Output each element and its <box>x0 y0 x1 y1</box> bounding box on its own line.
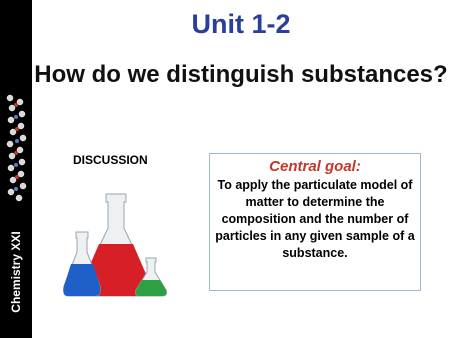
slide-title: Unit 1-2 <box>191 9 291 39</box>
discussion-label: DISCUSSION <box>73 153 148 167</box>
sidebar-label: Chemistry XXI <box>9 231 23 313</box>
sidebar <box>0 0 32 338</box>
slide-question: How do we distinguish substances? <box>34 61 448 88</box>
laboratory-flasks-icon <box>62 192 170 300</box>
central-goal-text: To apply the particulate model of matter to determine the composition and the number of particles in any given sample of a substance. <box>215 178 415 260</box>
central-goal-title: Central goal: <box>269 158 361 175</box>
molecule-chain-icon <box>2 92 30 202</box>
central-goal-box <box>209 153 421 291</box>
